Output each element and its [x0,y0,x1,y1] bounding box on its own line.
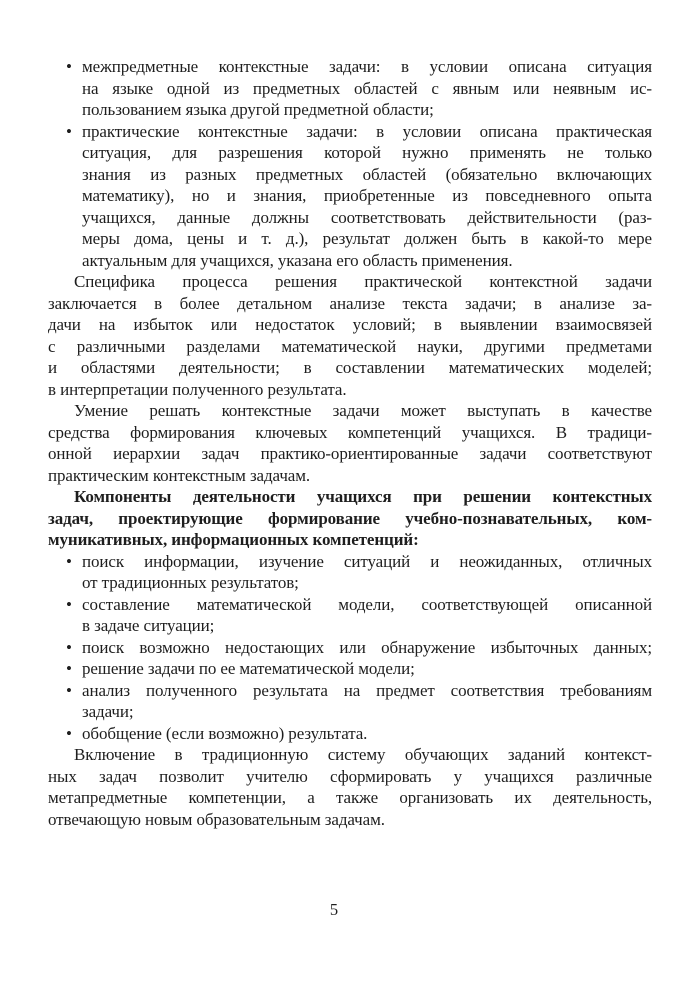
bullet-item [48,680,652,723]
page-number: 5 [329,900,339,919]
bullet-icon: • [66,551,72,571]
text-line: Специфика процесса решения практической контекстной задачи [74,272,652,291]
text-line: анализ полученного результата на предмет соответствия требованиям [82,680,652,700]
text-line: практическим контекстным задачам. [48,465,311,485]
text-line: Умение решать контекстные задачи может выступать в качестве [74,401,652,420]
text-line: обобщение (если возможно) результата. [82,723,368,743]
text-line: математику), но и знания, приобретенные из повседневного опыта [82,186,652,205]
text-line: знания из разных предметных областей (обязательно включающих [82,164,652,184]
text-line: составление математической модели, соответствующей описанной [82,594,652,614]
bullet-item [48,551,652,594]
paragraph [48,271,652,400]
bullet-item [48,723,652,745]
text-line: межпредметные контекстные задачи: в условии описана ситуация [82,57,652,76]
text-line: средства формирования ключевых компетенций учащихся. В традици- [48,422,652,442]
text-line: актуальным для учащихся, указана его область применения. [82,250,513,270]
text-line: ситуация, для разрешения которой нужно применять не только [82,143,652,162]
bullet-item [48,121,652,272]
paragraph [48,400,652,486]
bullet-icon: • [66,121,72,141]
bullet-icon: • [66,594,72,614]
text-line: задач, проектирующие формирование учебно-познавательных, ком- [48,508,652,528]
paragraph-bold-heading [48,486,652,551]
bullet-icon: • [66,723,72,743]
text-block [48,56,652,830]
text-line: учащихся, данные должны соответствовать действительности (раз- [82,207,652,227]
text-line: дачи на избыток или недостаток условий; в выявлении взаимосвязей [48,315,652,334]
text-line: задачи; [82,702,134,721]
bullet-item [48,658,652,680]
text-line: на языке одной из предметных областей с явным или неявным ис- [82,78,652,98]
paragraph [48,744,652,830]
bullet-icon: • [66,637,72,657]
bullet-item [48,637,652,659]
text-line: Включение в традиционную систему обучающих заданий контекст- [74,745,652,764]
text-line: муникативных, информационных компетенций: [48,530,419,549]
text-line: и областями деятельности; в составлении математических моделей; [48,358,652,377]
text-line: в задаче ситуации; [82,616,215,635]
bullet-icon: • [66,680,72,700]
text-line: онной иерархии задач практико-ориентированные задачи соответствуют [48,444,652,463]
text-line: с различными разделами математической науки, другими предметами [48,336,652,356]
text-line: поиск возможно недостающих или обнаружение избыточных данных; [82,637,652,657]
text-line: отвечающую новым образовательным задачам. [48,809,385,829]
text-line: практические контекстные задачи: в условии описана практическая [82,121,652,141]
text-line: Компоненты деятельности учащихся при решении контекстных [74,487,652,506]
bullet-icon: • [66,659,72,678]
text-line: поиск информации, изучение ситуаций и неожиданных, отличных [82,551,652,571]
text-line: решение задачи по ее математической модели; [82,659,415,678]
bullet-item [48,56,652,121]
text-line: метапредметные компетенции, а также организовать их деятельность, [48,788,652,807]
bullet-item [48,594,652,637]
text-line: заключается в более детальном анализе текста задачи; в анализе за- [48,293,652,313]
text-line: ных задач позволит учителю сформировать у учащихся различные [48,766,652,786]
bullet-icon: • [66,57,72,76]
text-line: меры дома, цены и т. д.), результат должен быть в какой-то мере [82,229,652,248]
text-line: пользованием языка другой предметной области; [82,100,434,119]
text-line: в интерпретации полученного результата. [48,379,347,399]
text-line: от традиционных результатов; [82,573,299,592]
